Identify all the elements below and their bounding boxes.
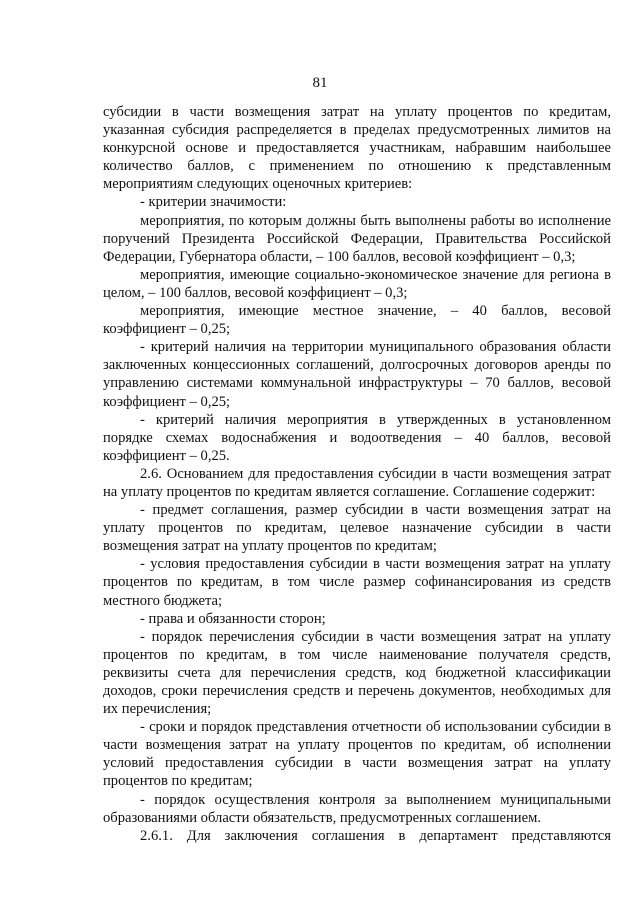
paragraph-control-procedure: - порядок осуществления контроля за выполнением муниципальными образованиями области обязательств, предусмотренных соглашением.	[103, 791, 611, 826]
paragraph-regional-significance: мероприятия, имеющие социально-экономическое значение для региона в целом, – 100 баллов, весовой коэффициент – 0,3;	[103, 266, 611, 301]
paragraph-section-2-6-1: 2.6.1. Для заключения соглашения в департамент представляются	[140, 827, 611, 844]
paragraph-transfer-procedure: - порядок перечисления субсидии в части возмещения затрат на уплату процентов по кредитам, в том числе наименование получателя средств, реквизиты счета для перечисления средств, код бюджетной классификации доходов, сроки перечисления средств и перечень документов, необходимых для их перечисления;	[103, 628, 611, 718]
paragraph-local-significance: мероприятия, имеющие местное значение, – 40 баллов, весовой коэффициент – 0,25;	[103, 303, 611, 338]
paragraph-reporting-terms: - сроки и порядок представления отчетности об использовании субсидии в части возмещения затрат на уплату процентов по кредитам, об исполнении условий предоставления субсидии в части возмещения затрат на уплату процентов по кредитам;	[103, 719, 611, 790]
paragraph-significance-criteria: - критерии значимости:	[140, 194, 287, 211]
page-number: 81	[312, 75, 328, 91]
paragraph-agreement-subject: - предмет соглашения, размер субсидии в части возмещения затрат на уплату процентов по кредитам, целевое назначение субсидии в части возмещения затрат на уплату процентов по кредитам;	[103, 502, 611, 555]
paragraph-section-2-6: 2.6. Основанием для предоставления субсидии в части возмещения затрат на уплату процентов по кредитам является соглашение. Соглашение содержит:	[103, 465, 611, 500]
document-body	[103, 103, 611, 845]
paragraph-water-schemes-criterion: - критерий наличия мероприятия в утвержденных в установленном порядке схемах водоснабжения и водоотведения – 40 баллов, весовой коэффициент – 0,25.	[103, 411, 611, 464]
paragraph-subsidy-distribution: субсидии в части возмещения затрат на уплату процентов по кредитам, указанная субсидия распределяется в пределах предусмотренных лимитов на конкурсной основе и предоставляется участникам, набравшим наибольшее количество баллов, с применением по отношению к представленным мероприятиям следующих оценочных критериев:	[103, 104, 611, 193]
paragraph-rights-obligations: - права и обязанности сторон;	[140, 610, 326, 627]
paragraph-presidential-orders: мероприятия, по которым должны быть выполнены работы во исполнение поручений Президента Российской Федерации, Правительства Российской Федерации, Губернатора области, – 100 баллов, весовой коэффициент – 0,3;	[103, 212, 611, 265]
paragraph-agreement-conditions: - условия предоставления субсидии в части возмещения затрат на уплату процентов по кредитам, в том числе размер софинансирования из средств местного бюджета;	[103, 556, 611, 609]
paragraph-concession-criterion: - критерий наличия на территории муниципального образования области заключенных концессионных соглашений, долгосрочных договоров аренды по управлению системами коммунальной инфраструктуры – 70 баллов, весовой коэффициент – 0,25;	[103, 339, 611, 410]
